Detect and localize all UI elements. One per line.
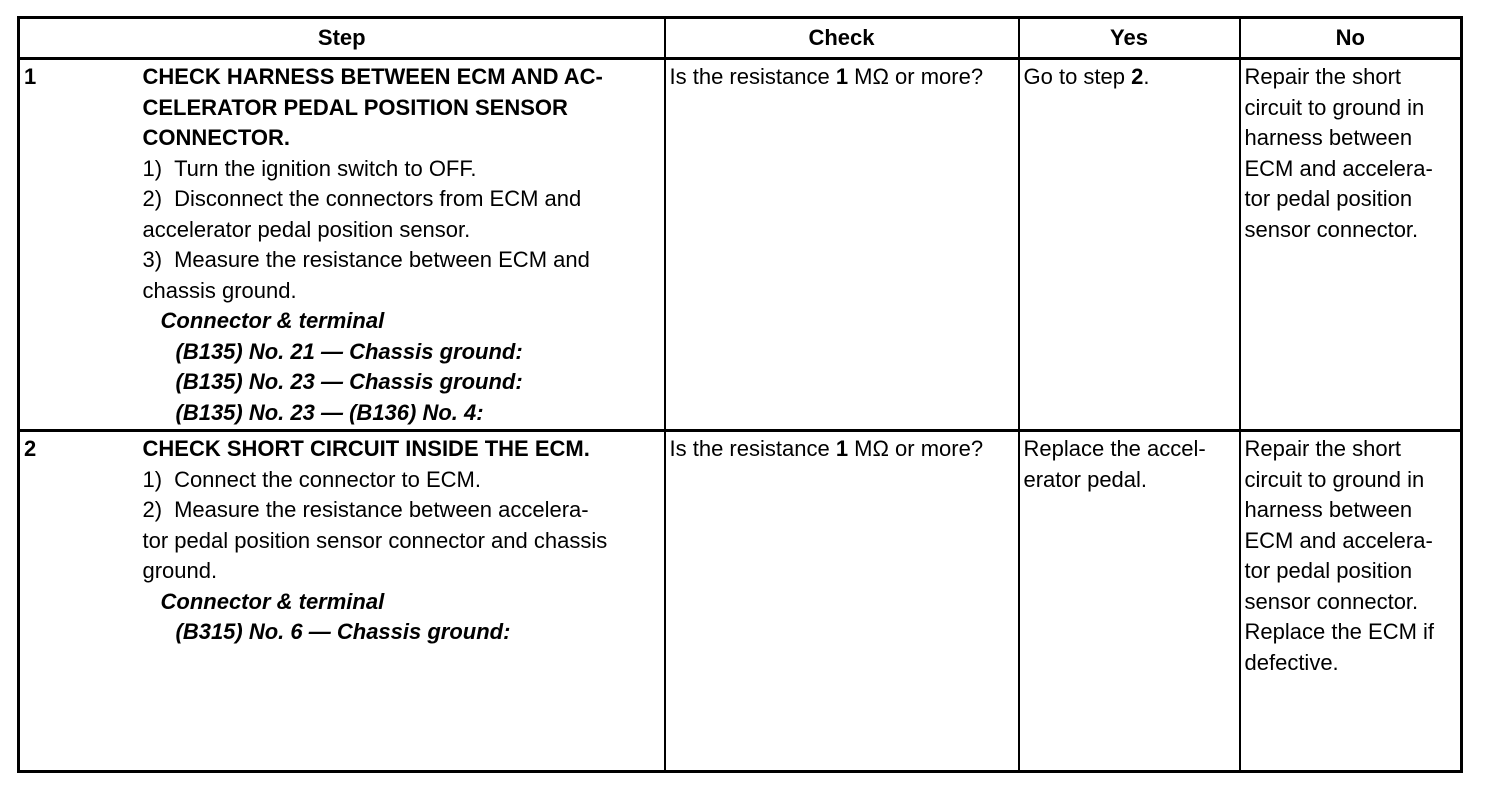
- terminal-item: (B135) No. 23 — Chassis ground:: [175, 369, 523, 394]
- no-text: circuit to ground in: [1244, 94, 1425, 120]
- table-row: [19, 431, 1462, 772]
- no-text: sensor connector.: [1244, 216, 1419, 242]
- yes-text: erator pedal.: [1023, 466, 1148, 492]
- step-title: CELERATOR PEDAL POSITION SENSOR: [142, 94, 568, 120]
- substep: [143, 495, 660, 526]
- check-text: MΩ or more?: [848, 436, 984, 461]
- substep-text: Measure the resistance between ECM and: [174, 247, 590, 272]
- substep-index: 1): [142, 155, 163, 181]
- substep-continued: tor pedal position sensor connector and chassis: [142, 527, 608, 553]
- yes-cell: [1019, 59, 1240, 431]
- step-number: 2: [19, 431, 141, 772]
- substep-text: Measure the resistance between accelera-: [174, 497, 589, 522]
- terminal-item: (B135) No. 23 — (B136) No. 4:: [175, 399, 484, 425]
- header-no: No: [1240, 18, 1462, 59]
- no-cell: [1240, 431, 1462, 772]
- substep-index: 1): [142, 466, 163, 492]
- terminal-item: (B315) No. 6 — Chassis ground:: [175, 619, 511, 644]
- check-cell: [665, 431, 1019, 772]
- terminal-heading: Connector & terminal: [160, 588, 385, 614]
- table-row: [19, 59, 1462, 431]
- substep-text: Connect the connector to ECM.: [174, 466, 481, 492]
- step-number: 1: [19, 59, 141, 431]
- no-text: circuit to ground in: [1244, 466, 1425, 492]
- step-title: CHECK HARNESS BETWEEN ECM AND AC-: [142, 64, 603, 89]
- no-text: sensor connector.: [1244, 588, 1419, 614]
- no-text: harness between: [1244, 125, 1413, 150]
- no-text: ECM and accelera-: [1244, 527, 1433, 553]
- check-value: 1: [835, 64, 849, 89]
- header-check: Check: [665, 18, 1019, 59]
- yes-text: Go to step: [1023, 64, 1132, 89]
- no-text: tor pedal position: [1244, 558, 1413, 583]
- substep: [143, 184, 660, 215]
- substep-continued: accelerator pedal position sensor.: [142, 216, 471, 242]
- no-text: harness between: [1244, 497, 1413, 522]
- no-text: Repair the short: [1244, 436, 1402, 461]
- check-text: MΩ or more?: [848, 64, 984, 89]
- no-text: ECM and accelera-: [1244, 155, 1433, 181]
- check-cell: [665, 59, 1019, 431]
- substep: [143, 465, 660, 496]
- step-cell: [141, 59, 665, 431]
- yes-text: .: [1143, 64, 1150, 89]
- step-title: CHECK SHORT CIRCUIT INSIDE THE ECM.: [142, 436, 590, 461]
- substep-continued: ground.: [142, 558, 218, 583]
- check-value: 1: [835, 436, 849, 461]
- step-title: CONNECTOR.: [142, 125, 290, 150]
- substep-index: 2): [142, 186, 163, 211]
- substep: [143, 245, 660, 276]
- yes-cell: [1019, 431, 1240, 772]
- check-text: Is the resistance: [669, 436, 836, 461]
- no-text: defective.: [1244, 649, 1339, 675]
- substep: [143, 154, 660, 185]
- substep-index: 3): [142, 247, 163, 272]
- yes-step-ref: 2: [1131, 64, 1144, 89]
- header-step: Step: [19, 18, 665, 59]
- substep-text: Disconnect the connectors from ECM and: [174, 186, 582, 211]
- no-text: tor pedal position: [1244, 186, 1413, 211]
- substep-continued: chassis ground.: [142, 277, 297, 303]
- substep-text: Turn the ignition switch to OFF.: [174, 155, 477, 181]
- terminal-heading: Connector & terminal: [160, 308, 385, 333]
- diagnostic-table: [17, 16, 1463, 773]
- table-header-row: [19, 18, 1462, 59]
- yes-text: Replace the accel-: [1023, 436, 1206, 461]
- check-text: Is the resistance: [669, 64, 836, 89]
- no-cell: [1240, 59, 1462, 431]
- header-yes: Yes: [1019, 18, 1240, 59]
- no-text: Replace the ECM if: [1244, 619, 1435, 644]
- no-text: Repair the short: [1244, 64, 1402, 89]
- terminal-item: (B135) No. 21 — Chassis ground:: [175, 338, 523, 364]
- substep-index: 2): [142, 497, 163, 522]
- step-cell: [141, 431, 665, 772]
